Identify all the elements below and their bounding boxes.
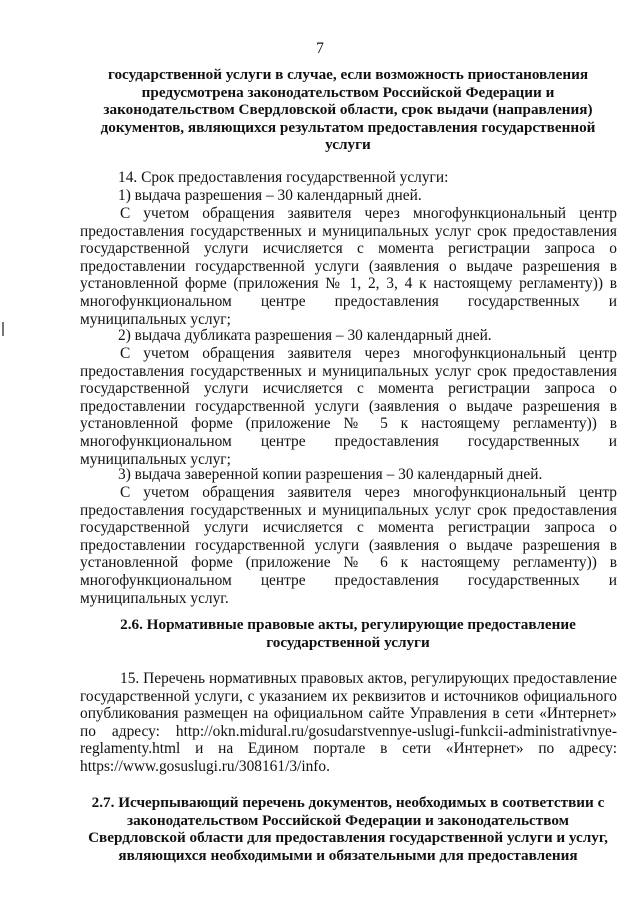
page-number: 7 xyxy=(316,40,324,57)
scan-edge-mark xyxy=(2,322,4,336)
item-14-sub2-title: 2) выдача дубликата разрешения – 30 календарный дней. xyxy=(118,327,492,344)
item-14-title: 14. Срок предоставления государственной услуги: xyxy=(118,169,449,186)
item-15-text: 15. Перечень нормативных правовых актов, регулирующих предоставление государственной услуги, с указанием их реквизитов и источников официального опубликования размещен на официальном сайте Управления в сети «Интернет» по адресу: http://okn.midural.ru/gosudarstvennye-uslugi-funkcii-administrativnye-reglamenty.html и на Едином портале в сети «Интернет» по адресу: https://www.gosuslugi.ru/308161/3/info. xyxy=(80,670,617,775)
item-14-sub3-title: 3) выдача заверенной копии разрешения – 30 календарный дней. xyxy=(118,466,543,483)
item-14-sub2-text: С учетом обращения заявителя через многофункциональный центр предоставления государственных и муниципальных услуг срок предоставления государственной услуги исчисляется с момента регистрации запроса о предоставлении государственной услуги (заявления о выдаче разрешения в установленной форме (приложение № 5 к настоящему регламенту)) в многофункциональном центре предоставления государственных и муниципальных услуг; xyxy=(80,345,617,468)
intro-heading: государственной услуги в случае, если возможность приостановления предусмотрена законодательством Российской Федерации и законодательством Свердловской области, срок выдачи (направления) документов, являющихся результатом предоставления государственной услуги xyxy=(100,66,596,154)
item-14-sub1-text: С учетом обращения заявителя через многофункциональный центр предоставления государственных и муниципальных услуг срок предоставления государственной услуги исчисляется с момента регистрации запроса о предоставлении государственной услуги (заявления о выдаче разрешения в установленной форме (приложения № 1, 2, 3, 4 к настоящему регламенту)) в многофункциональном центре предоставления государственных и муниципальных услуг; xyxy=(80,205,617,328)
section-2-7-heading: 2.7. Исчерпывающий перечень документов, необходимых в соответствии с законодательством Российской Федерации и законодательством Свердловской области для предоставления государственной услуги и услуг, являющихся необходимыми и обязательными для предоставления xyxy=(88,794,608,864)
item-14-sub3-text: С учетом обращения заявителя через многофункциональный центр предоставления государственных и муниципальных услуг срок предоставления государственной услуги исчисляется с момента регистрации запроса о предоставлении государственной услуги (заявления о выдаче разрешения в установленной форме (приложение № 6 к настоящему регламенту)) в многофункциональном центре предоставления государственных и муниципальных услуг. xyxy=(80,484,617,607)
item-14-sub1-title: 1) выдача разрешения – 30 календарный дней. xyxy=(118,187,422,204)
section-2-6-heading: 2.6. Нормативные правовые акты, регулирующие предоставление государственной услуги xyxy=(120,616,576,651)
